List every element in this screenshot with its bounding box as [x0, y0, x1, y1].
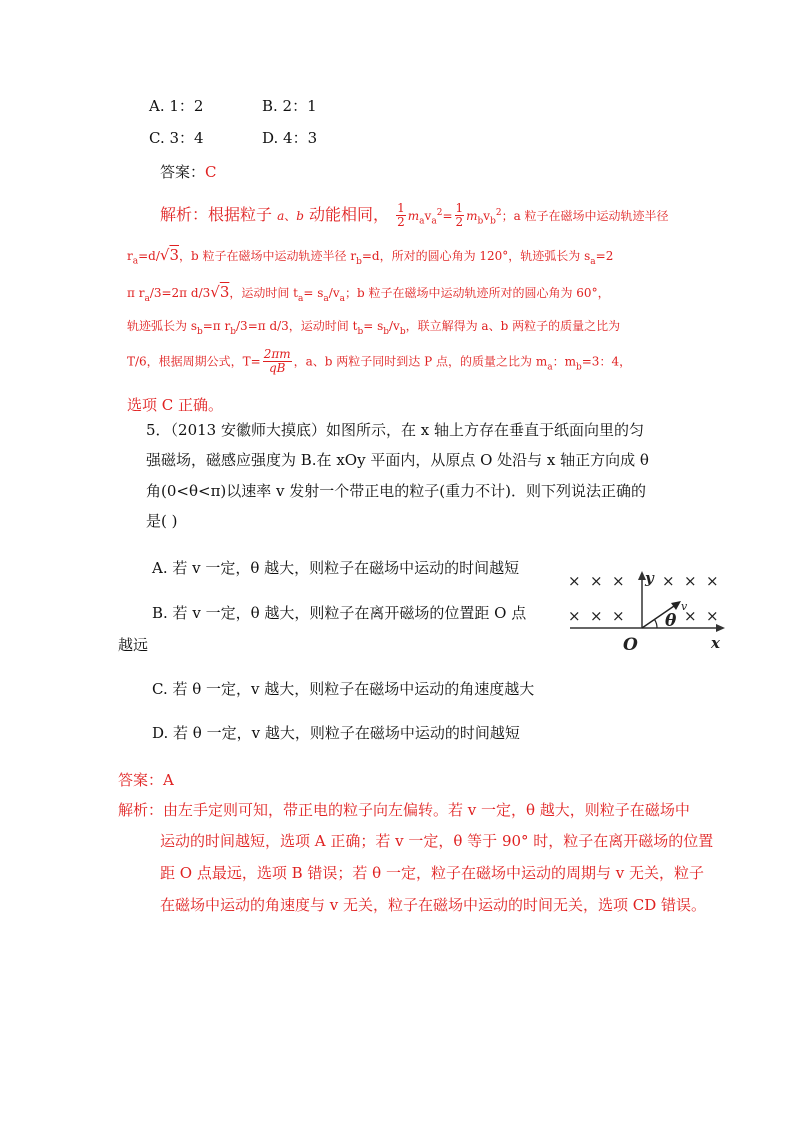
analysis5-line-1: 解析：由左手定则可知，带正电的粒子向左偏转。若 v 一定，θ 越大，则粒子在磁场中	[118, 801, 690, 819]
cross-mark: ×	[568, 607, 581, 625]
theta-label: θ	[665, 611, 677, 631]
analysis5-line-2: 运动的时间越短，选项 A 正确；若 v 一定，θ 等于 90° 时，粒子在离开磁场的位置	[160, 832, 714, 850]
x-axis-arrow	[716, 624, 725, 632]
option-a-prev: A. 1：2	[149, 97, 204, 115]
velocity-arrowhead	[671, 601, 681, 610]
analysis5-line-3: 距 O 点最远，选项 B 错误；若 θ 一定，粒子在磁场中运动的周期与 v 无关，粒子	[160, 864, 704, 882]
cross-mark: ×	[684, 572, 697, 590]
analysis-prev-line-1: 解析：根据粒子 a、b 动能相同， $\frac{1}{2}$ $m_av_a^2=$ $\frac{1}{2}$ $m_bv_b^2$；a 粒子在磁场中运动轨迹半径	[160, 201, 669, 229]
question5-line-2: 强磁场，磁感应强度为 B.在 xOy 平面内，从原点 O 处沿与 x 轴正方向成 θ	[146, 451, 649, 469]
question5-line-4: 是( )	[146, 512, 178, 530]
analysis5-line-4: 在磁场中运动的角速度与 v 无关，粒子在磁场中运动的时间无关，选项 CD 错误。	[160, 896, 707, 914]
analysis-prev-line-5: T/6，根据周期公式，T= $\frac{2\pi m}{qB}$ ，a、b 两粒子同时到达 P 点，的质量之比为 $m_a$：$m_b=3$：4，	[127, 347, 632, 375]
cross-mark: ×	[706, 572, 719, 590]
option5-d: D. 若 θ 一定，v 越大，则粒子在磁场中运动的时间越短	[152, 724, 520, 742]
cross-mark: ×	[612, 572, 625, 590]
cross-mark: ×	[590, 607, 603, 625]
theta-arc	[655, 620, 658, 629]
option-b-prev: B. 2：1	[262, 97, 317, 115]
magnetic-field-diagram	[565, 566, 730, 661]
cross-mark: ×	[590, 572, 603, 590]
option5-a: A. 若 v 一定，θ 越大，则粒子在磁场中运动的时间越短	[152, 559, 520, 577]
analysis-prev-line-3: π $r_a/3=2\pi$ d/3√3，运动时间 $t_a= s_a/v_a$；b 粒子在磁场中运动轨迹所对的圆心角为 60°，	[127, 283, 610, 304]
answer5: 答案：A	[118, 771, 174, 789]
option-d-prev: D. 4：3	[262, 129, 318, 147]
answer-prev	[160, 161, 217, 183]
y-axis-label: y	[645, 569, 654, 587]
x-axis-label: x	[711, 634, 720, 652]
option5-b-line-1: B. 若 v 一定，θ 越大，则粒子在离开磁场的位置距 O 点	[152, 604, 527, 622]
answer-prev-value: C	[205, 163, 217, 181]
question5-line-3: 角(0<θ<π)以速率 v 发射一个带正电的粒子(重力不计)．则下列说法正确的	[146, 482, 646, 500]
analysis-prev-line-2: $r_a=d/√3$，b 粒子在磁场中运动轨迹半径 $r_b=d$，所对的圆心角为 120°，轨迹弧长为 $s_a=2$	[127, 246, 614, 267]
option5-b-line-2: 越远	[118, 636, 149, 654]
cross-mark: ×	[684, 607, 697, 625]
cross-mark: ×	[662, 572, 675, 590]
cross-mark: ×	[612, 607, 625, 625]
question5-line-1: 5．（2013 安徽师大摸底）如图所示，在 x 轴上方存在垂直于纸面向里的匀	[146, 421, 644, 439]
cross-mark: ×	[706, 607, 719, 625]
velocity-label: v	[681, 600, 688, 613]
answer-prev-label: 答案：	[160, 163, 206, 181]
option-c-prev: C. 3：4	[149, 129, 204, 147]
analysis-prev-line-4: 轨迹弧长为 $s_b=\pi$ $r_b/3=\pi$ d/3，运动时间 $t_b= s_b/v_b$，联立解得为 a、b 两粒子的质量之比为	[127, 319, 621, 337]
option5-c: C. 若 θ 一定，v 越大，则粒子在磁场中运动的角速度越大	[152, 680, 535, 698]
cross-mark: ×	[568, 572, 581, 590]
origin-label: O	[623, 635, 638, 655]
analysis-prev-line-6: 选项 C 正确。	[127, 396, 224, 414]
